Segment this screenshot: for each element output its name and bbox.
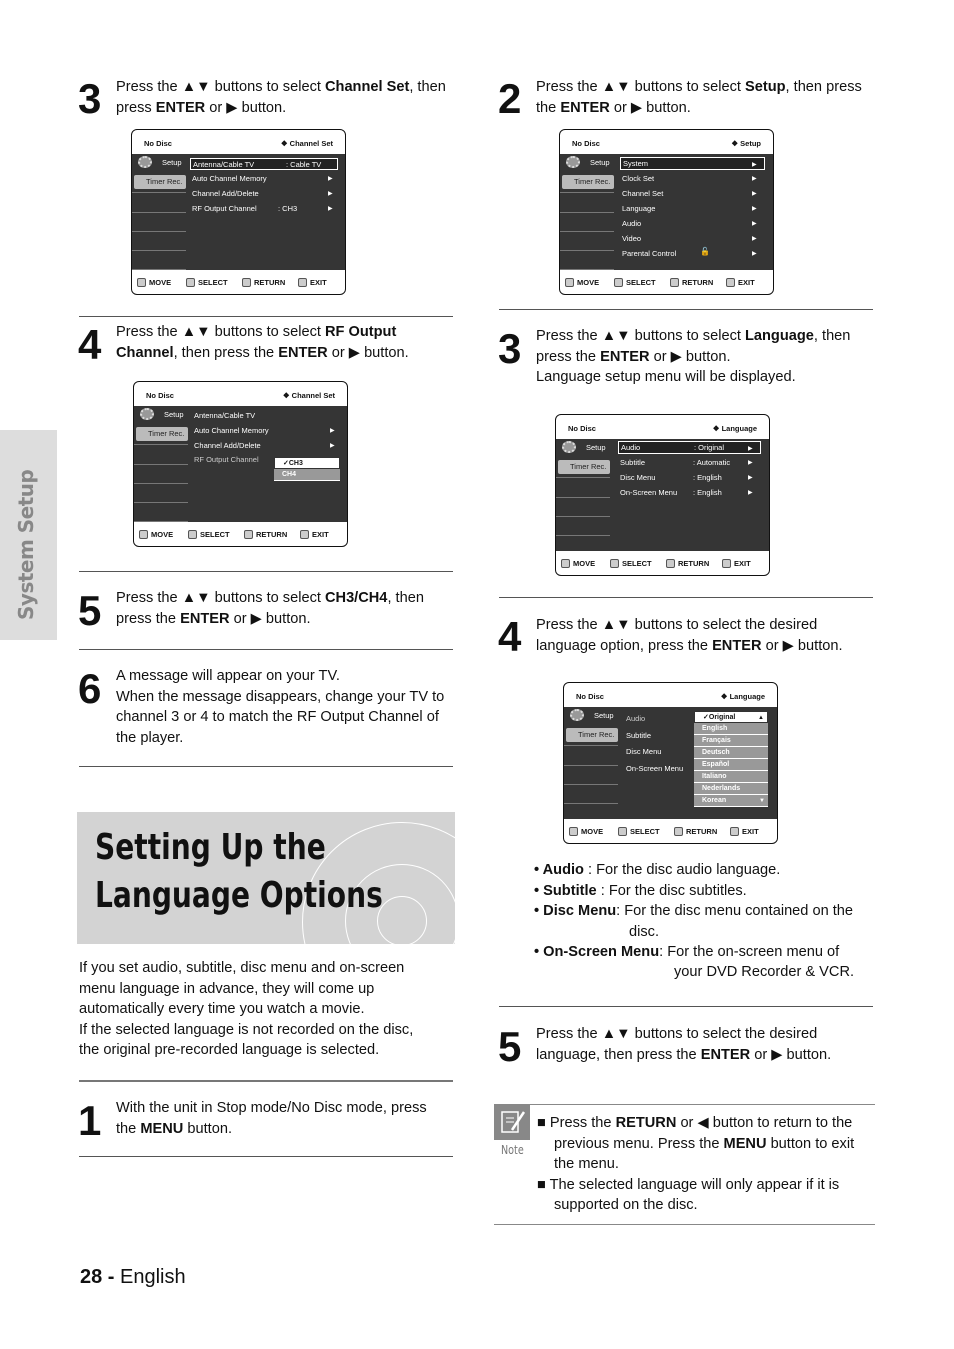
bullet-audio: • Audio : For the disc audio language. (534, 862, 781, 878)
lock-icon: 🔓 (700, 247, 710, 256)
bullet-onscreen-menu: • On-Screen Menu: For the on-screen menu of (534, 944, 840, 960)
step-text: With the unit in Stop mode/No Disc mode, press the MENU button. (116, 1100, 427, 1137)
gear-icon (138, 156, 152, 168)
side-tab (0, 430, 57, 640)
section-title-box (77, 812, 455, 944)
step-text: Press the ▲▼ buttons to select the desired language option, press the ENTER or ▶ button. (536, 617, 843, 654)
step-text: Press the ▲▼ buttons to select CH3/CH4, then press the ENTER or ▶ button. (116, 590, 424, 627)
osd-rf-output: No Disc ❖ Channel Set Setup Timer Rec. Antenna/Cable TV Auto Channel Memory Channel Add/Delete RF Output Channel ▶ ▶ ✓CH3 CH4 MOVE SELECT RETURN EXIT (133, 381, 348, 547)
step-number: 4 (498, 613, 521, 660)
bullet-onscreen-menu-cont: your DVD Recorder & VCR. (674, 964, 855, 980)
return-icon (666, 559, 675, 568)
step-text: Press the ▲▼ buttons to select Language, then press the ENTER or ▶ button. Language setup menu will be displayed. (536, 328, 851, 385)
bullet-disc-menu: • Disc Menu: For the disc menu contained on the (534, 903, 854, 919)
exit-icon (300, 530, 309, 539)
step-number: 1 (78, 1097, 101, 1144)
side-tab-label: System Setup (14, 469, 38, 620)
step-number: 6 (78, 665, 101, 712)
step-text: Press the ▲▼ buttons to select RF Output Channel, then press the ENTER or ▶ button. (116, 324, 409, 361)
move-icon (565, 278, 574, 287)
exit-icon (722, 559, 731, 568)
step-text: Press the ▲▼ buttons to select Setup, then press the ENTER or ▶ button. (536, 79, 862, 116)
gear-icon (566, 156, 580, 168)
osd-language: No Disc ❖ Language Setup Timer Rec. Audio : Original Subtitle : Automatic Disc Menu : English On-Screen Menu : English ▶ ▶ ▶ ▶ MOVE SELECT RETURN EXIT (555, 414, 770, 576)
select-icon (186, 278, 195, 287)
page-footer: 28 - English (80, 1266, 186, 1288)
step-number: 5 (78, 587, 101, 634)
note-text: ■ Press the RETURN or ◀ button to return to the previous menu. Press the MENU button to exit the menu. ■ The selected language will only appear if it is supported on the disc. (537, 1115, 855, 1213)
step-text: Press the ▲▼ buttons to select the desired language, then press the ENTER or ▶ button. (536, 1026, 832, 1063)
bullet-disc-menu-cont: disc. (629, 924, 660, 940)
osd-language-options: No Disc ❖ Language Setup Timer Rec. Audio Subtitle Disc Menu On-Screen Menu ✓Original ▲ English Français Deutsch Español Italiano Nederlands Korean ▼ MOVE SELECT RETURN EXIT (563, 682, 778, 844)
move-icon (561, 559, 570, 568)
step-number: 3 (498, 325, 521, 372)
return-icon (674, 827, 683, 836)
step-number: 5 (498, 1023, 521, 1070)
move-icon (137, 278, 146, 287)
page-title: Setting Up the Language Options (95, 827, 383, 916)
step-number: 3 (78, 75, 101, 122)
move-icon (569, 827, 578, 836)
exit-icon (298, 278, 307, 287)
return-icon (670, 278, 679, 287)
step-number: 4 (78, 321, 101, 368)
intro-text: If you set audio, subtitle, disc menu and on-screen menu language in advance, they will come up automatically every time you watch a movie. If the selected language is not recorded on the disc, the original pre-recorded language is selected. (79, 960, 414, 1058)
exit-icon (730, 827, 739, 836)
select-icon (618, 827, 627, 836)
step-text: Press the ▲▼ buttons to select Channel Set, then press ENTER or ▶ button. (116, 79, 446, 116)
gear-icon (570, 709, 584, 721)
select-icon (610, 559, 619, 568)
step-number: 2 (498, 75, 521, 122)
return-icon (244, 530, 253, 539)
osd-channel-set: No Disc ❖ Channel Set Setup Timer Rec. Antenna/Cable TV : Cable TV Auto Channel Memory Channel Add/Delete RF Output Channel : CH3 ▶ ▶ ▶ MOVE SELECT RETURN EXIT (131, 129, 346, 295)
step-text: A message will appear on your TV. When the message disappears, change your TV to channel 3 or 4 to match the RF Output Channel of the player. (116, 668, 445, 746)
move-icon (139, 530, 148, 539)
return-icon (242, 278, 251, 287)
select-icon (188, 530, 197, 539)
gear-icon (562, 441, 576, 453)
note-pencil-icon (494, 1104, 530, 1140)
osd-setup: No Disc ❖ Setup Setup Timer Rec. System Clock Set Channel Set Language Audio Video Parental Control 🔓 ▶ ▶ ▶ ▶ ▶ ▶ ▶ MOVE SELECT RETURN EXIT (559, 129, 774, 295)
note-label: Note (501, 1143, 524, 1157)
select-icon (614, 278, 623, 287)
gear-icon (140, 408, 154, 420)
exit-icon (726, 278, 735, 287)
bullet-subtitle: • Subtitle : For the disc subtitles. (534, 883, 747, 899)
